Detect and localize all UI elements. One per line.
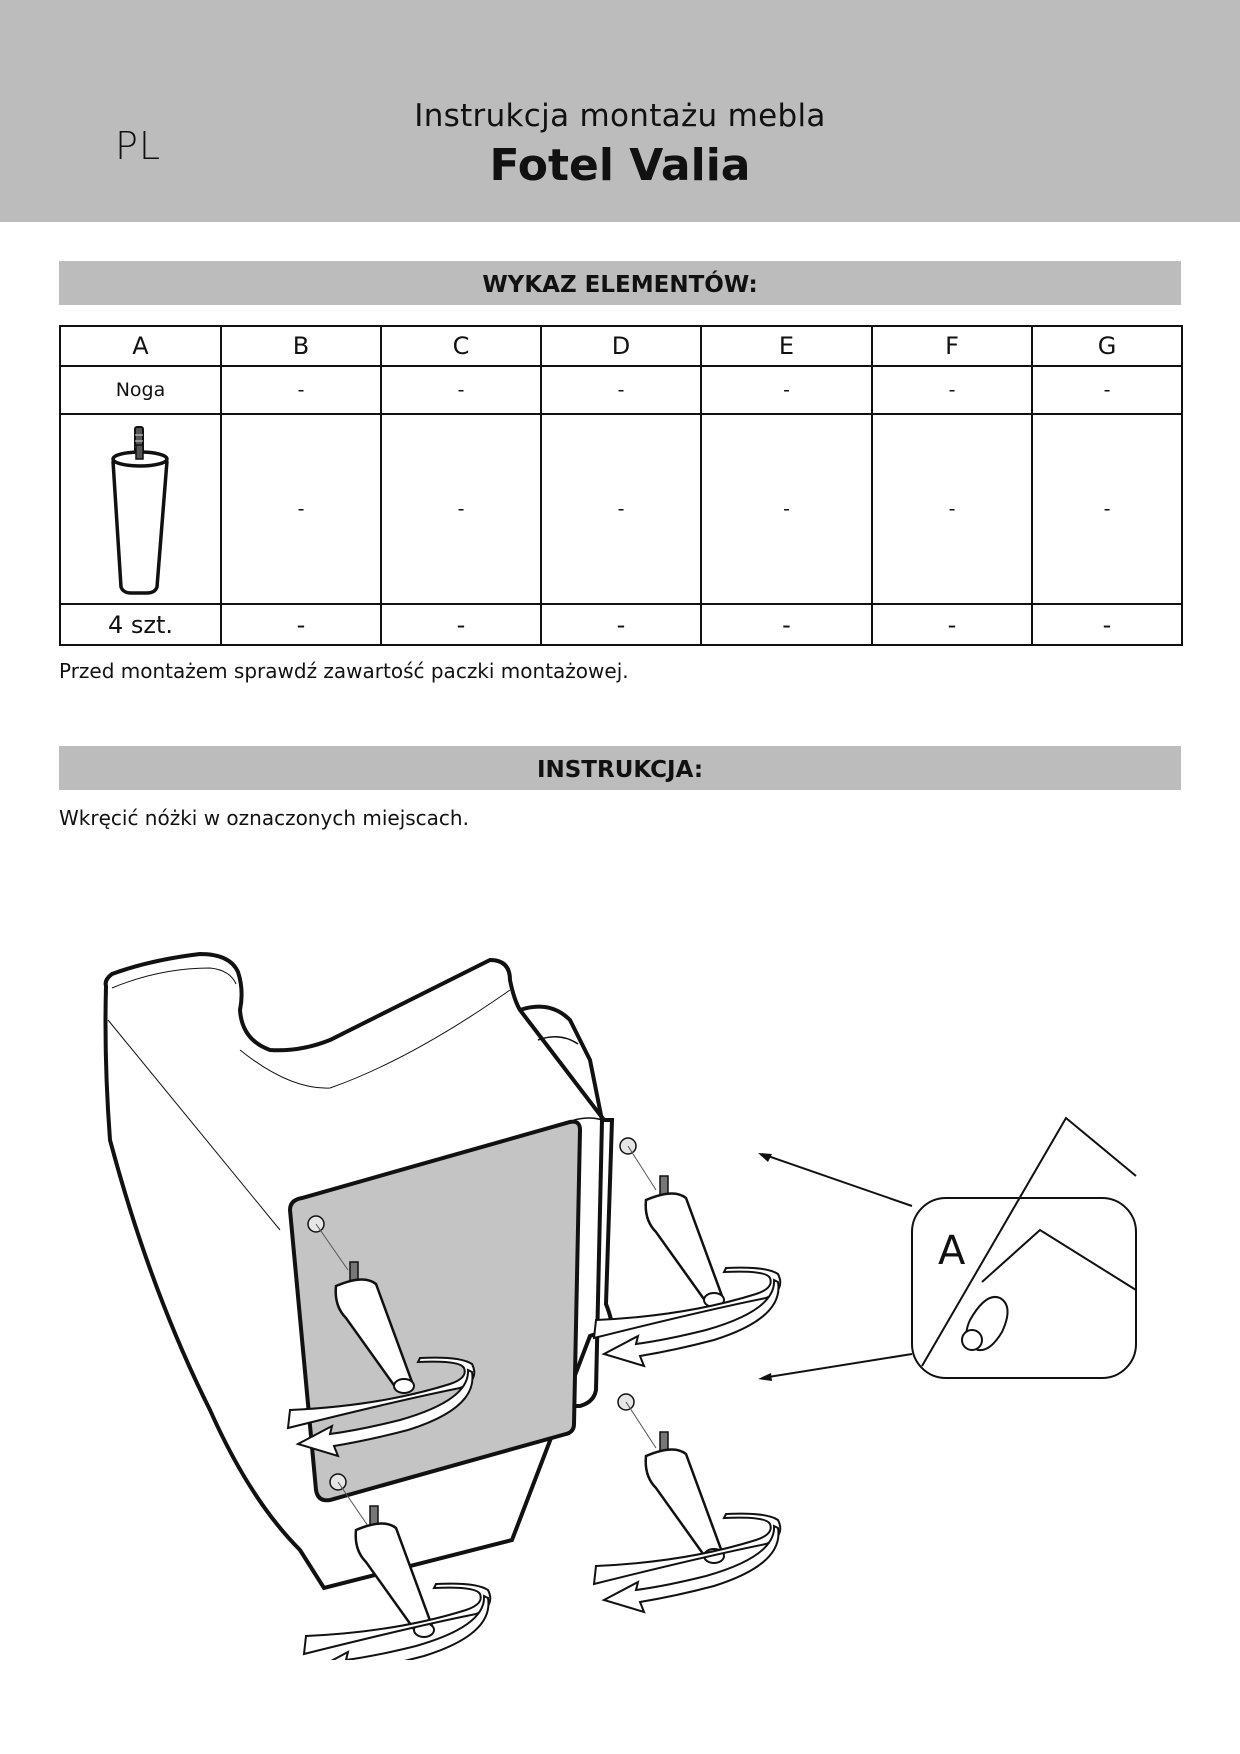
table-row-quantities bbox=[60, 604, 1182, 645]
part-image-cell: - bbox=[221, 414, 381, 604]
detail-callout-a bbox=[912, 1118, 1136, 1378]
assembly-illustration bbox=[90, 940, 1150, 1660]
language-code: PL bbox=[115, 124, 162, 168]
package-check-note: Przed montażem sprawdź zawartość paczki montażowej. bbox=[59, 659, 629, 683]
column-letter: B bbox=[221, 326, 381, 366]
part-name: - bbox=[381, 366, 541, 414]
product-title: Fotel Valia bbox=[489, 140, 751, 191]
column-letter: F bbox=[872, 326, 1032, 366]
part-quantity: - bbox=[872, 604, 1032, 645]
parts-table bbox=[59, 325, 1183, 646]
part-name: - bbox=[221, 366, 381, 414]
part-image-cell bbox=[60, 414, 221, 604]
part-image-cell: - bbox=[872, 414, 1032, 604]
part-name: - bbox=[541, 366, 701, 414]
column-letter: G bbox=[1032, 326, 1182, 366]
part-quantity: - bbox=[701, 604, 872, 645]
leg-3 bbox=[646, 1432, 724, 1563]
table-row-images bbox=[60, 414, 1182, 604]
parts-list-heading: WYKAZ ELEMENTÓW: bbox=[59, 261, 1181, 305]
rotate-arrow-icon bbox=[594, 1268, 780, 1366]
part-name: - bbox=[1032, 366, 1182, 414]
part-quantity: - bbox=[221, 604, 381, 645]
detail-label: A bbox=[938, 1228, 966, 1274]
part-quantity: - bbox=[381, 604, 541, 645]
part-quantity: - bbox=[541, 604, 701, 645]
part-image-cell: - bbox=[381, 414, 541, 604]
leg-icon bbox=[101, 423, 181, 595]
part-quantity: 4 szt. bbox=[60, 604, 221, 645]
table-row-names bbox=[60, 366, 1182, 414]
instruction-text: Wkręcić nóżki w oznaczonych miejscach. bbox=[59, 806, 469, 830]
page-header bbox=[0, 0, 1240, 222]
part-name: - bbox=[701, 366, 872, 414]
part-image-cell: - bbox=[541, 414, 701, 604]
part-image-cell: - bbox=[701, 414, 872, 604]
table-row-letters bbox=[60, 326, 1182, 366]
part-image-cell: - bbox=[1032, 414, 1182, 604]
column-letter: E bbox=[701, 326, 872, 366]
column-letter: D bbox=[541, 326, 701, 366]
instruction-heading: INSTRUKCJA: bbox=[59, 746, 1181, 790]
leg-2 bbox=[646, 1176, 724, 1307]
column-letter: A bbox=[60, 326, 221, 366]
part-name: Noga bbox=[60, 366, 221, 414]
part-quantity: - bbox=[1032, 604, 1182, 645]
part-name: - bbox=[872, 366, 1032, 414]
document-subtitle: Instrukcja montażu mebla bbox=[414, 98, 826, 134]
column-letter: C bbox=[381, 326, 541, 366]
